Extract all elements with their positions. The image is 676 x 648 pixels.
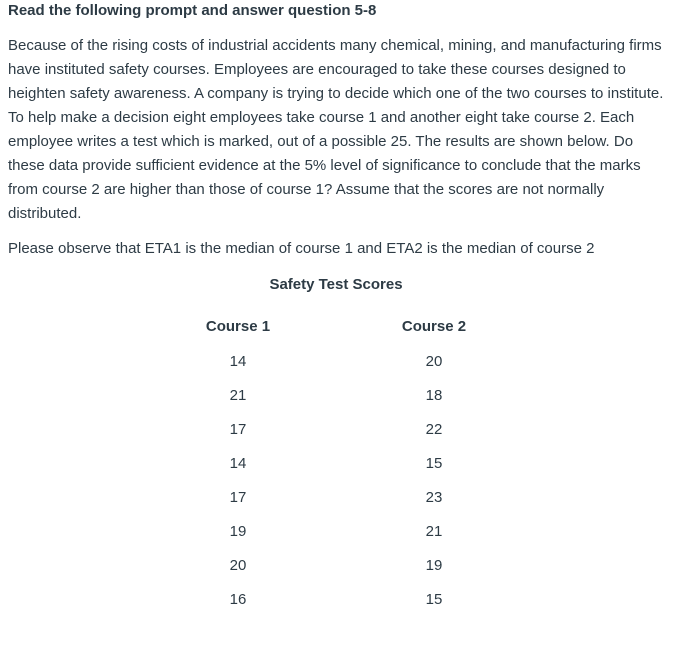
table-header-row [140,308,532,344]
prompt-paragraph: Because of the rising costs of industrial accidents many chemical, mining, and manufacturing firms have instituted safety courses. Employees are encouraged to take these courses designed to heighten safety awareness. A company is trying to decide which one of the two courses to institute. To help make a decision eight employees take course 1 and another eight take course 2. Each employee writes a test which is marked, out of a possible 25. The results are shown below. Do these data provide sufficient evidence at the 5% level of significance to conclude that the marks from course 2 are higher than those of course 1? Assume that the scores are not normally distributed. [8,37,664,222]
table-row [140,378,532,412]
column-header-course-1: Course 1 [205,317,271,335]
course-2-score: 23 [425,488,443,506]
safety-scores-table [140,308,532,616]
median-note: Please observe that ETA1 is the median of course 1 and ETA2 is the median of course 2 [8,240,595,257]
course-1-score: 14 [229,454,247,472]
question-heading: Read the following prompt and answer question 5-8 [8,2,377,19]
course-2-score: 15 [425,454,443,472]
course-2-score: 21 [425,522,443,540]
table-row [140,514,532,548]
course-1-score: 17 [229,488,247,506]
table-title: Safety Test Scores [269,276,403,293]
course-2-score: 18 [425,386,443,404]
course-2-score: 20 [425,352,443,370]
table-row [140,344,532,378]
course-1-score: 17 [229,420,247,438]
table-row [140,582,532,616]
course-2-score: 15 [425,590,443,608]
course-1-score: 19 [229,522,247,540]
table-row [140,446,532,480]
course-1-score: 16 [229,590,247,608]
course-2-score: 19 [425,556,443,574]
column-header-course-2: Course 2 [401,317,467,335]
table-row [140,548,532,582]
course-1-score: 14 [229,352,247,370]
course-1-score: 21 [229,386,247,404]
table-row [140,480,532,514]
course-2-score: 22 [425,420,443,438]
table-row [140,412,532,446]
course-1-score: 20 [229,556,247,574]
